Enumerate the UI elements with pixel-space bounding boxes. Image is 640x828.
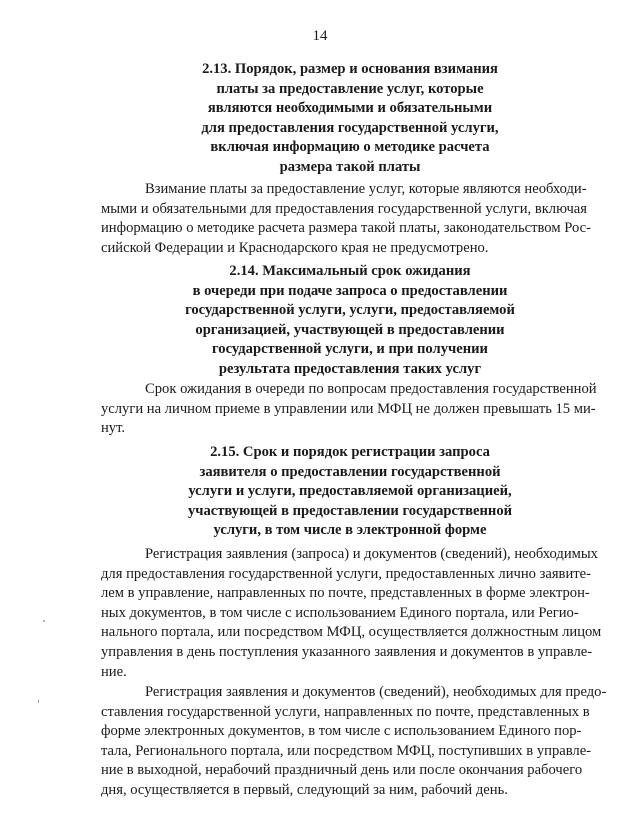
paragraph-line: Регистрация заявления и документов (сведений), необходимых для предо-: [145, 684, 607, 700]
heading-line: являются необходимыми и обязательными: [207, 100, 493, 117]
scan-speck: [43, 620, 45, 622]
heading-line: государственной услуги, услуги, предоставляемой: [185, 302, 515, 319]
section-heading-2-15: [100, 443, 600, 541]
paragraph-line: ние.: [101, 663, 127, 680]
heading-line: услуги, в том числе в электронной форме: [213, 522, 487, 539]
heading-line: в очереди при подаче запроса о предоставлении: [192, 282, 508, 299]
heading-line: результата предоставления таких услуг: [218, 360, 482, 377]
paragraph-line: Взимание платы за предоставление услуг, которые являются необходи-: [145, 181, 587, 197]
heading-line: 2.15. Срок и порядок регистрации запроса: [210, 444, 490, 460]
section-heading-2-13: [100, 60, 600, 178]
paragraph-2-13: [101, 180, 599, 258]
paragraph-line: мыми и обязательными для предоставления государственной услуги, включая: [101, 200, 587, 217]
paragraph-line: тала, Регионального портала, или посредством МФЦ, поступивших в управле-: [101, 742, 592, 759]
paragraph-2-14: [101, 380, 599, 439]
paragraph-line: нального портала, или посредством МФЦ, осуществляется должностным лицом: [101, 624, 602, 641]
scan-speck: [38, 700, 39, 703]
paragraph-line: для предоставления государственной услуги, предоставленных лично заявите-: [101, 565, 591, 582]
section-heading-2-14: [100, 262, 600, 380]
paragraph-line: сийской Федерации и Краснодарского края не предусмотрено.: [101, 239, 489, 256]
paragraph-line: Регистрация заявления (запроса) и документов (сведений), необходимых: [145, 546, 598, 562]
heading-line: размера такой платы: [279, 158, 421, 175]
paragraph-line: дня, осуществляется в первый, следующий за ним, рабочий день.: [101, 781, 508, 798]
paragraph-line: лем в управление, направленных по почте, представленных в форме электрон-: [101, 585, 590, 602]
paragraph-line: ние в выходной, нерабочий праздничный день или после окончания рабочего: [101, 762, 583, 779]
heading-line: организацией, участвующей в предоставлении: [195, 321, 505, 338]
heading-line: 2.13. Порядок, размер и основания взимания: [202, 61, 498, 77]
paragraph-2-15-registration-nonworking-day: [101, 683, 607, 801]
heading-line: для предоставления государственной услуги,: [201, 119, 499, 136]
paragraph-line: управления в день поступления указанного заявления и документов в управле-: [101, 643, 593, 660]
heading-line: 2.14. Максимальный срок ожидания: [229, 263, 471, 279]
paragraph-line: форме электронных документов, в том числе с использованием Единого пор-: [101, 723, 582, 740]
paragraph-line: Срок ожидания в очереди по вопросам предоставления государственной: [145, 381, 597, 397]
paragraph-line: ставления государственной услуги, направленных по почте, представленных в: [101, 703, 590, 720]
paragraph-line: услуги на личном приеме в управлении или МФЦ не должен превышать 15 ми-: [101, 400, 596, 417]
paragraph-line: информацию о методике расчета размера такой платы, законодательством Рос-: [101, 220, 591, 237]
paragraph-line: ных документов, в том числе с использованием Единого портала, или Регио-: [101, 604, 579, 621]
heading-line: включая информацию о методике расчета: [210, 139, 490, 156]
heading-line: платы за предоставление услуг, которые: [216, 80, 484, 97]
heading-line: заявителя о предоставлении государственной: [199, 463, 501, 480]
heading-line: государственной услуги, и при получении: [212, 341, 488, 358]
heading-line: услуги и услуги, предоставляемой организацией,: [188, 483, 512, 500]
page-number: 14: [312, 28, 328, 44]
heading-line: участвующей в предоставлении государственной: [187, 502, 513, 519]
paragraph-line: нут.: [101, 420, 126, 437]
paragraph-2-15-registration-general: [101, 545, 602, 682]
